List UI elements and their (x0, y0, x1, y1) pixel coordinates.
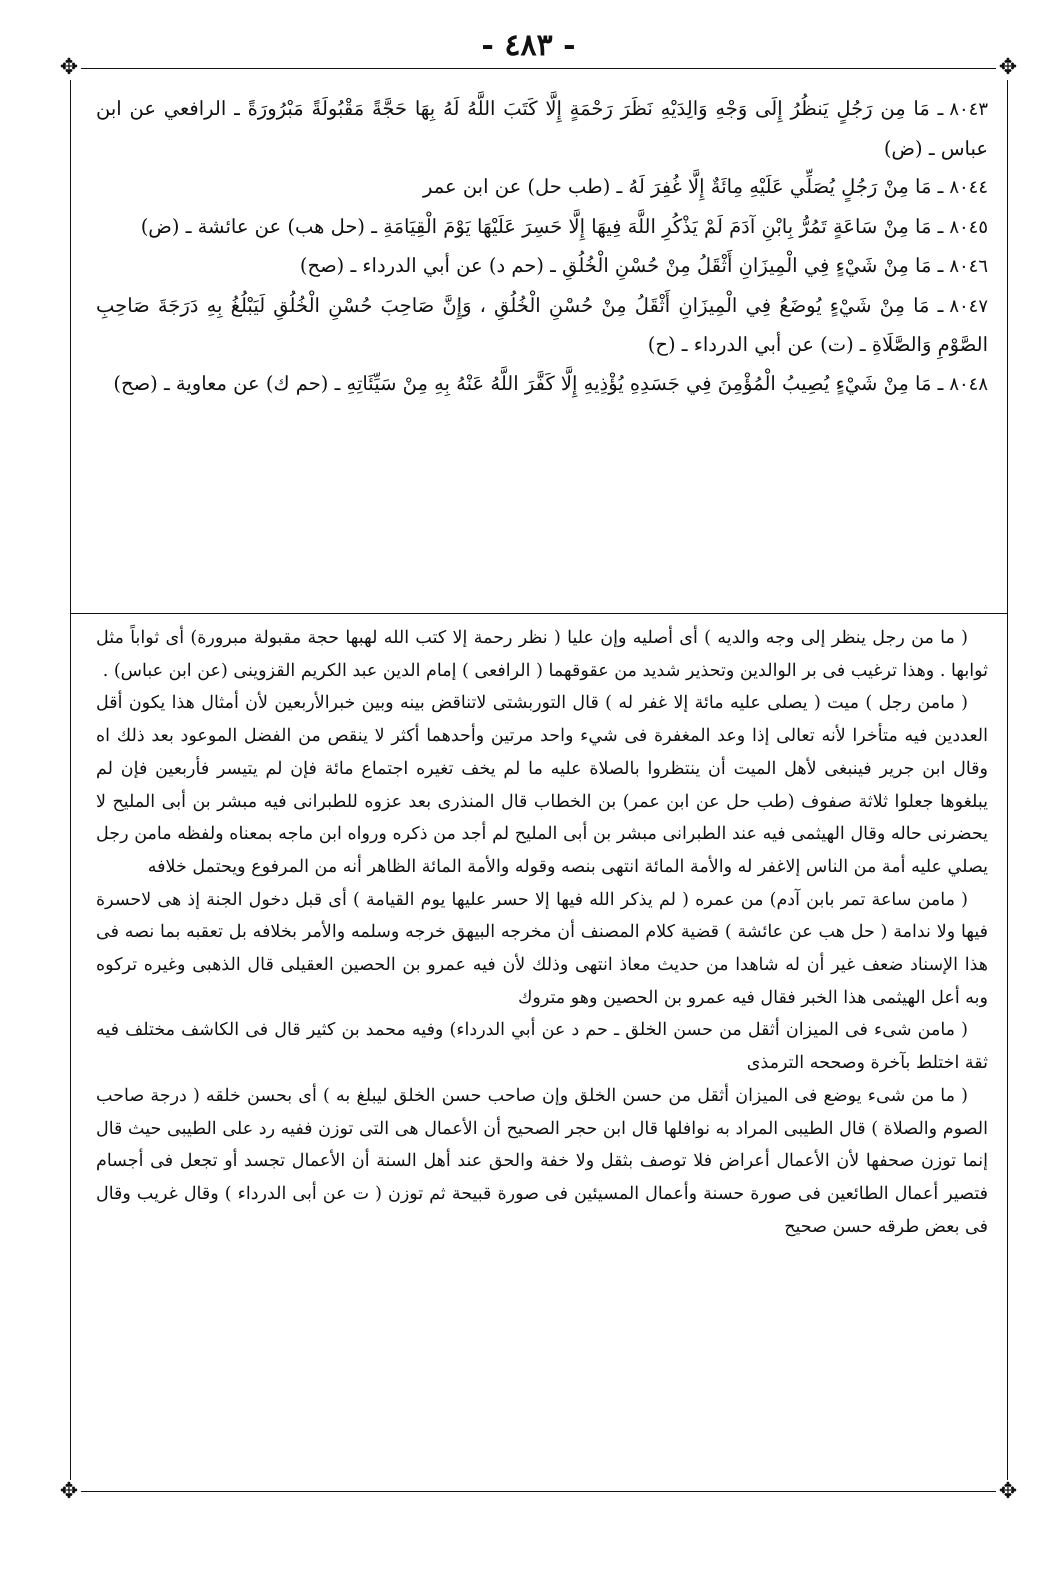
hadith-entry (96, 247, 988, 287)
hadith-text: ـ مَا مِنْ سَاعَةٍ تَمُرُّ بِابْنِ آدَمَ لَمْ يَذْكُرِ اللَّهَ فِيهَا إِلَّا حَسِرَ عَلَيْهَا يَوْمَ الْقِيَامَةِ ـ (حل هب) عن عائشة ـ (ض) (140, 214, 944, 238)
commentary-paragraph: ( ما من شىء يوضع فى الميزان أثقل من حسن الخلق وإن صاحب حسن الخلق ليبلغ به ) أى بحسن خلقه ( درجة صاحب الصوم والصلاة ) قال الطيبى المراد به نوافلها قال ابن حجر الصحيح أن الأعمال هى التى توزن ففيه رد على الطيبى حيث قال إنما توزن صحفها لأن الأعمال أعراض فلا توصف بثقل ولا خفة والحق عند أهل السنة أن الأعمال تجسد أو تجعل فى أجسام فتصير أعمال الطائعين فى صورة حسنة وأعمال المسيئين فى صورة قبيحة ثم توزن ( ت عن أبى الدرداء ) وقال غريب وقال فى بعض طرقه حسن صحيح (96, 1085, 988, 1237)
hadith-number: ٨٠٤٣ (949, 99, 988, 120)
hadith-text: ـ مَا مِن رَجُلٍ يَنظُرُ إِلَى وَجْهِ وَالِدَيْهِ نَظَرَ رَحْمَةٍ إِلَّا كَتَبَ اللَّهُ لَهُ بِهَا حَجَّةً مَقْبُولَةً مَبْرُورَةً ـ الرافعي عن ابن عباس ـ (ض) (96, 97, 988, 160)
hadith-entry (96, 287, 988, 365)
hadith-entry (96, 365, 988, 405)
commentary-paragraph: ( مامن شىء فى الميزان أثقل من حسن الخلق ـ حم د عن أبي الدرداء) وفيه محمد بن كثير قال فى الكاشف مختلف فيه ثقة اختلط بآخرة وصححه الترمذى (96, 1020, 988, 1074)
hadith-number: ٨٠٤٨ (949, 373, 988, 395)
corner-ornament-icon: ✥ (996, 56, 1020, 80)
hadith-number: ٨٠٤٦ (949, 256, 988, 277)
commentary-section (96, 622, 988, 1243)
hadith-number: ٨٠٤٥ (949, 216, 988, 238)
hadith-number: ٨٠٤٧ (949, 295, 988, 317)
page-number: - ٤٨٣ - (481, 28, 576, 63)
corner-ornament-icon: ✥ (57, 56, 81, 80)
commentary-paragraph: ( ما من رجل ينظر إلى وجه والديه ) أى أصليه وإن عليا ( نظر رحمة إلا كتب الله لهبها حجة مقبولة مبرورة) أى ثواباً مثل ثوابها . وهذا ترغيب فى بر الوالدين وتحذير شديد من عقوقهما ( الرافعى ) إمام الدين عبد الكريم القزوينى (عن ابن عباس) . (96, 628, 988, 681)
hadith-text: ـ مَا مِنْ شَيْءٍ فِي الْمِيزَانِ أَثْقَلُ مِنْ حُسْنِ الْخُلُقِ ـ (حم د) عن أبي الدرداء ـ (صح) (299, 254, 944, 277)
hadith-section (96, 90, 988, 404)
corner-ornament-icon: ✥ (996, 1480, 1020, 1504)
commentary-paragraph: ( مامن رجل ) ميت ( يصلى عليه مائة إلا غفر له ) قال التوربشتى لاتناقض بينه وبين خبرالأربعين لأن أمثال هذا يكون أقل العددين فيه متأخرا لأنه تعالى إذا وعد المغفرة فى شيء واحد مرتين وأحدهما أكثر لا ينقص من الفضل الموعود بعد ذلك اه وقال ابن جرير فينبغى لأهل الميت أن ينتظروا بالصلاة عليه ما لم يخف تغيره اجتماع مائة فإن لم يتيسر فأربعين فإن لم يبلغوها جعلوا ثلاثة صفوف (طب حل عن ابن عمر) بن الخطاب قال المنذرى بعد عزوه للطبرانى فيه مبشر بن أبى المليح لا يحضرنى حاله وقال الهيثمى فيه عند الطبرانى مبشر بن أبى المليح لم أجد من ذكره ورواه ابن ماجه بمعناه ولفظه مامن رجل يصلي عليه أمة من الناس إلاغفر له والأمة المائة انتهى بنصه وقوله والأمة المائة الظاهر أنه من المرفوع ويحتمل خلافه (96, 693, 988, 877)
hadith-text: ـ مَا مِنْ شَيْءٍ يُصِيبُ الْمُؤْمِنَ فِي جَسَدِهِ يُؤْذِيهِ إِلَّا كَفَّرَ اللَّهُ عَنْهُ بِهِ مِنْ سَيِّئَاتِهِ ـ (حم ك) عن معاوية ـ (صح) (113, 371, 944, 395)
hadith-entry (96, 90, 988, 168)
section-divider (70, 613, 1008, 614)
corner-ornament-icon: ✥ (57, 1480, 81, 1504)
commentary-paragraph: ( مامن ساعة تمر بابن آدم) من عمره ( لم يذكر الله فيها إلا حسر عليها يوم القيامة ) أى قبل دخول الجنة إذ هى لاحسرة فيها ولا ندامة ( حل هب عن عائشة ) قضية كلام المصنف أن مخرجه البيهق خرجه وسلمه والأمر بخلافه بل تعقبه بما نصه فى هذا الإسناد ضعف غير أن له شاهدا من حديث معاذ انتهى وذلك لأن فيه عمرو بن الحصين العقيلى قال الذهبى وغيره تركوه وبه أعل الهيثمى هذا الخبر فقال فيه عمرو بن الحصين وهو متروك (96, 889, 988, 1008)
hadith-text: ـ مَا مِنْ شَيْءٍ يُوضَعُ فِي الْمِيزَانِ أَثْقَلُ مِنْ حُسْنِ الْخُلُقِ ، وَإِنَّ صَاحِبَ حُسْنِ الْخُلُقِ لَيَبْلُغُ بِهِ دَرَجَةَ صَاحِبِ الصَّوْمِ وَالصَّلَاةِ ـ (ت) عن أبي الدرداء ـ (ح) (96, 293, 988, 356)
hadith-number: ٨٠٤٤ (949, 177, 988, 198)
hadith-entry (96, 168, 988, 208)
hadith-text: ـ مَا مِنْ رَجُلٍ يُصَلِّي عَلَيْهِ مِائَةٌ إِلَّا غُفِرَ لَهُ ـ (طب حل) عن ابن عمر (422, 175, 944, 198)
hadith-entry (96, 208, 988, 248)
